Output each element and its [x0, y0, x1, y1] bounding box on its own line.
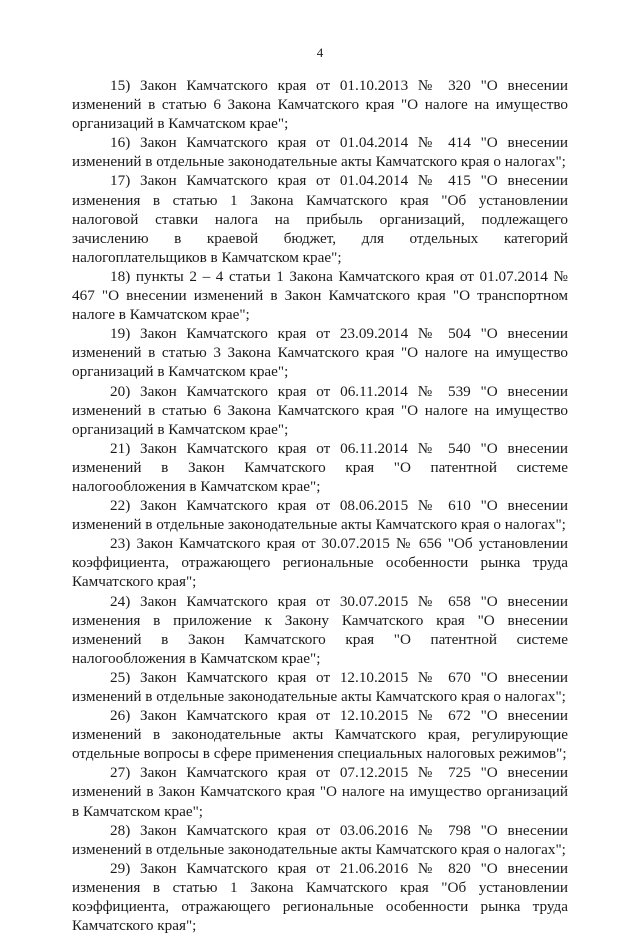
list-item-19: 19) Закон Камчатского края от 23.09.2014 № 504 "О внесении изменений в статью 3 Закона Камчатского края "О налоге на имущество организаций в Камчатском крае";: [72, 325, 568, 381]
list-item-16: 16) Закон Камчатского края от 01.04.2014 № 414 "О внесении изменений в отдельные законодательные акты Камчатского края о налогах";: [72, 134, 568, 171]
list-item-15: 15) Закон Камчатского края от 01.10.2013 № 320 "О внесении изменений в статью 6 Закона Камчатского края "О налоге на имущество организаций в Камчатском крае";: [72, 77, 568, 133]
list-item-20: 20) Закон Камчатского края от 06.11.2014 № 539 "О внесении изменений в статью 6 Закона Камчатского края "О налоге на имущество организаций в Камчатском крае";: [72, 382, 568, 438]
list-item-21: 21) Закон Камчатского края от 06.11.2014 № 540 "О внесении изменений в Закон Камчатского края "О патентной системе налогообложения в Камчатском крае";: [72, 439, 568, 495]
list-item-22: 22) Закон Камчатского края от 08.06.2015 № 610 "О внесении изменений в отдельные законодательные акты Камчатского края о налогах";: [72, 497, 568, 534]
list-item-17: 17) Закон Камчатского края от 01.04.2014 № 415 "О внесении изменения в статью 1 Закона Камчатского края "Об установлении налоговой ставки налога на прибыль организаций, подлежащего зачислению в краевой бюджет, для отдельных категорий налогоплательщиков в Камчатском крае";: [72, 172, 568, 266]
list-item-23: 23) Закон Камчатского края от 30.07.2015 № 656 "Об установлении коэффициента, отражающего региональные особенности рынка труда Камчатского края";: [72, 535, 568, 591]
list-item-29: 29) Закон Камчатского края от 21.06.2016 № 820 "О внесении изменения в статью 1 Закона Камчатского края "Об установлении коэффициента, отражающего региональные особенности рынка труда Камчатского края";: [72, 859, 568, 935]
list-item-24: 24) Закон Камчатского края от 30.07.2015 № 658 "О внесении изменения в приложение к Закону Камчатского края "О внесении изменений в Закон Камчатского края "О патентной системе налогообложения в Камчатском крае";: [72, 592, 568, 667]
list-item-26: 26) Закон Камчатского края от 12.10.2015 № 672 "О внесении изменений в законодательные акты Камчатского края, регулирующие отдельные вопросы в сфере применения специальных налоговых режимов";: [72, 707, 568, 763]
list-item-27: 27) Закон Камчатского края от 07.12.2015 № 725 "О внесении изменений в Закон Камчатского края "О налоге на имущество организаций в Камчатском крае";: [72, 764, 568, 820]
page-number: 4: [316, 45, 324, 60]
list-item-28: 28) Закон Камчатского края от 03.06.2016 № 798 "О внесении изменений в отдельные законодательные акты Камчатского края о налогах";: [72, 821, 568, 858]
list-item-25: 25) Закон Камчатского края от 12.10.2015 № 670 "О внесении изменений в отдельные законодательные акты Камчатского края о налогах";: [72, 668, 568, 705]
document-body: [72, 76, 568, 935]
list-item-18: 18) пункты 2 – 4 статьи 1 Закона Камчатского края от 01.07.2014 № 467 "О внесении изменений в Закон Камчатского края "О транспортном налоге в Камчатском крае";: [72, 267, 568, 324]
